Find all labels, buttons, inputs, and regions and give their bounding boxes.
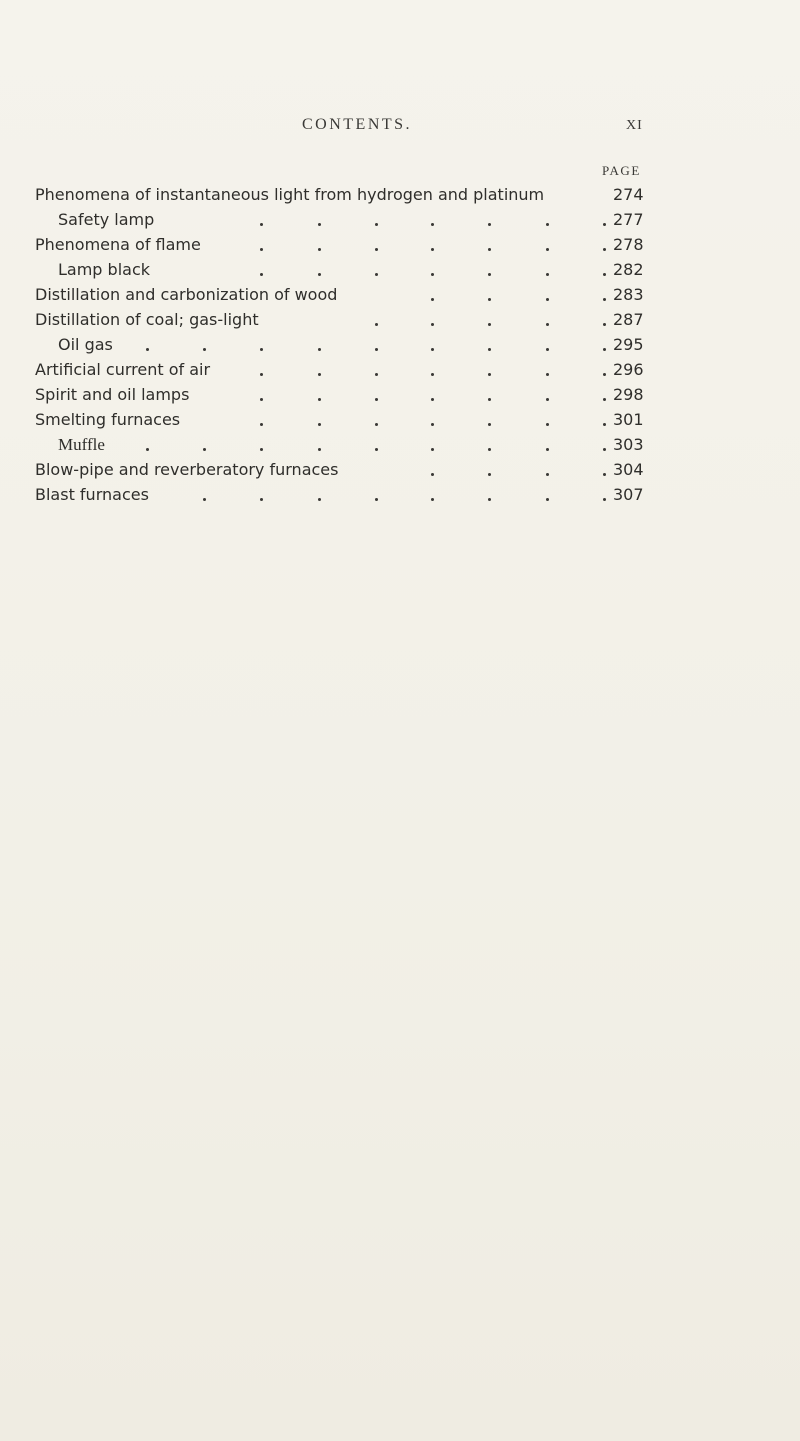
- toc-entry: [0, 233, 800, 257]
- toc-entry-title: Distillation of coal; gas-light: [35, 310, 259, 329]
- dot-leaders: [0, 358, 800, 382]
- toc-entry-title: Spirit and oil lamps: [35, 385, 190, 404]
- toc-entry: [0, 258, 800, 282]
- dot-leaders: [0, 483, 800, 507]
- running-head: [0, 116, 800, 140]
- dot-leaders: [0, 233, 800, 257]
- toc-entry: [0, 358, 800, 382]
- toc-entry-title: Smelting furnaces: [35, 410, 181, 429]
- toc-entry: [0, 333, 800, 357]
- toc-entry-title: Oil gas: [58, 335, 113, 354]
- dot-leaders: [0, 258, 800, 282]
- toc-entry: [0, 483, 800, 507]
- toc-entry: [0, 208, 800, 232]
- dot-leaders: [0, 433, 800, 457]
- toc-entry-page: 303: [613, 435, 644, 454]
- dot-leaders: [0, 333, 800, 357]
- toc-entry-page: 301: [613, 410, 644, 429]
- page-folio: XI: [626, 118, 643, 133]
- toc-entry-page: 277: [613, 210, 644, 229]
- toc-entry-page: 304: [613, 460, 644, 479]
- toc-entry-page: 274: [613, 185, 644, 204]
- dot-leaders: [0, 408, 800, 432]
- toc-entry: [0, 408, 800, 432]
- toc-entry: [0, 283, 800, 307]
- toc-entry-page: 307: [613, 485, 644, 504]
- toc-entry-title: Phenomena of flame: [35, 235, 201, 254]
- toc-entry: [0, 383, 800, 407]
- running-title: CONTENTS.: [302, 116, 413, 133]
- dot-leaders: [0, 458, 800, 482]
- toc-entry-title: Lamp black: [58, 260, 151, 279]
- toc-entry-title: Muffle: [58, 435, 105, 454]
- toc-entry-page: 283: [613, 285, 644, 304]
- dot-leaders: [0, 283, 800, 307]
- toc-entry-title: Blow-pipe and reverberatory furnaces: [35, 460, 339, 479]
- toc-entry: [0, 433, 800, 457]
- toc-entry: [0, 458, 800, 482]
- toc-entry-page: 295: [613, 335, 644, 354]
- page-column-label: PAGE: [602, 163, 641, 178]
- toc-entry-page: 282: [613, 260, 644, 279]
- toc-entry-title: Blast furnaces: [35, 485, 149, 504]
- toc-entry-page: 296: [613, 360, 644, 379]
- toc-entry-title: Safety lamp: [58, 210, 155, 229]
- toc-entry-page: 298: [613, 385, 644, 404]
- dot-leaders: [0, 383, 800, 407]
- dot-leaders: [0, 208, 800, 232]
- dot-leaders: [0, 308, 800, 332]
- toc-entry-title: Artificial current of air: [35, 360, 211, 379]
- toc-entry-page: 278: [613, 235, 644, 254]
- toc-entry-title: Phenomena of instantaneous light from hydrogen and platinum: [35, 185, 545, 204]
- toc-entry: [0, 183, 800, 207]
- toc-entry: [0, 308, 800, 332]
- toc-entry-page: 287: [613, 310, 644, 329]
- toc-entry-title: Distillation and carbonization of wood: [35, 285, 338, 304]
